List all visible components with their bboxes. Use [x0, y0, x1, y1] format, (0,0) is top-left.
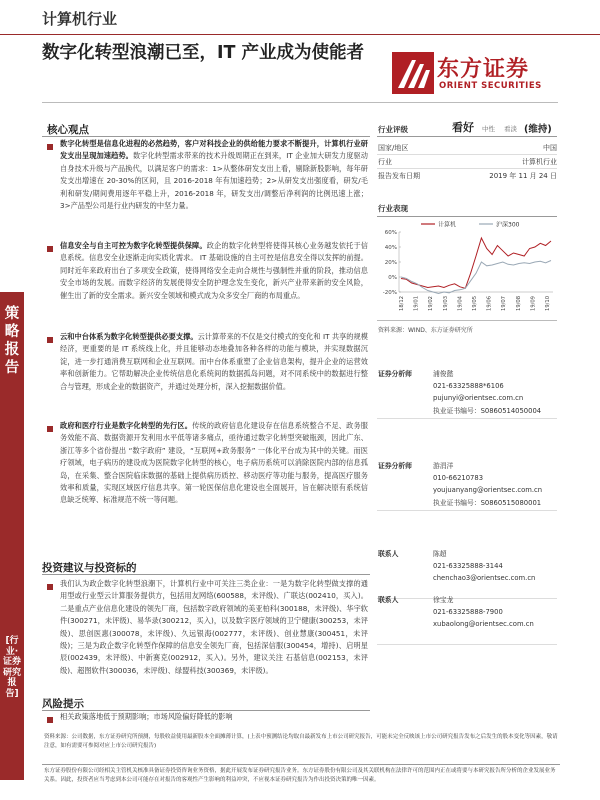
rating-key: 行业 [378, 158, 392, 166]
risk-heading: 风险提示 [42, 698, 84, 710]
rating-key: 报告发布日期 [378, 172, 420, 180]
core-paragraph-1 [60, 138, 368, 212]
industry-label: 计算机行业 [42, 10, 118, 28]
rating-value: 看好 [452, 121, 474, 134]
paragraph-body: 传统的政府信息化建设存在信息系统整合不足、政务服务效能不高、数据资源开发利用水平低等诸多痛点，亟待通过数字化转型突破瓶颈，因此广东、浙江等多个省份提出 “数字政府” 建设，“互联网+政务服务” 一体化平台成为其中的关键。而医疗领域，电子病历的建设成为医院数字化转型的核心，电子病历系统可以消除医院内部的信息孤岛，在采集、整合医院临床数据的基础上提供病历质控、移动医疗等功能与服务，提高医疗服务效率和质量，实现区域医疗信息共享。第一轮医保信息化建设也全面展开，旨在解决原有系统信息缺乏统筹、标准规范不统一等问题。 [60, 421, 368, 505]
risk-paragraph: 相关政策落地低于预期影响；市场风险偏好降低的影响 [60, 712, 233, 721]
investment-rule [42, 574, 370, 575]
analyst-name: 游涓洋 [433, 462, 454, 470]
y-tick-label: 0% [388, 275, 397, 281]
chart-source: 资料来源：WIND、东方证券研究所 [378, 327, 473, 334]
header-divider [0, 34, 600, 35]
bullet-marker [47, 584, 53, 590]
orient-securities-logo [392, 50, 562, 100]
analyst-role: 联系人 [378, 596, 399, 604]
x-tick-label: 19/03 [442, 296, 449, 311]
x-tick-label: 19/10 [545, 296, 551, 311]
x-tick-label: 19/07 [501, 296, 508, 311]
analyst-divider [377, 644, 557, 645]
footer-statement: 东方证券股份有限公司经相关主管机关核准具备证券投资咨询业务资格，据此开展发布证券研究报告业务。东方证券股份有限公司及其关联机构在法律许可的范围内正在或将要与本研究报告所分析的企业发展业务关系。因此，投资者应当考虑到本公司可能存在对报告的客观性产生影响的利益冲突，不应视本证券研究报告为作出投资决策的唯一因素。 [44, 768, 556, 783]
analyst-details [433, 460, 542, 509]
x-tick-label: 19/09 [530, 296, 537, 311]
legend-label: 计算机 [438, 221, 457, 229]
analyst-phone: 021-63325888-3144 [433, 562, 503, 571]
analyst-email[interactable]: xubaolong@orientsec.com.cn [433, 620, 534, 629]
report-title: 数字化转型浪潮已至，IT 产业成为使能者 [42, 43, 365, 63]
paragraph-body: 数字化转型需求带来的技术升级周期正在到来，IT 企业加大研发力度驱动自身技术升级与产品换代，以满足客户的需求：1>从整体研发支出上看，剔除新股影响，每年研发支出增速在 20-30%的区间，且 2016-2018 年有加速趋势；2>从研发支出强度看，研发/毛利和研发/期间费用逐年平稳上升，2016-2018 年，研发支出/调整后净利润的比例迅速上涨；3>产品型公司是行业内研发的中坚力量。 [60, 151, 368, 211]
x-tick-label: 19/06 [486, 296, 493, 311]
rating-key: 国家/地区 [378, 144, 409, 152]
core-views-rule [42, 136, 370, 137]
performance-rule [377, 216, 557, 217]
y-tick-label: -20% [382, 290, 397, 296]
x-tick-label: 19/08 [515, 296, 522, 311]
analyst-details [433, 548, 535, 585]
analyst-divider [377, 418, 557, 419]
bullet-marker [47, 144, 53, 150]
analyst-phone: 021-63325888*6106 [433, 382, 504, 391]
paragraph-lead: 数字化转型是信息化进程的必然趋势，客户对科技企业的供给能力要求不断提升，计算机行业研发支出呈现加速趋势。 [60, 139, 368, 161]
bullet-marker [47, 717, 53, 723]
rating-val: 中国 [543, 144, 557, 152]
bullet-marker [47, 246, 53, 252]
bullet-marker [47, 337, 53, 343]
core-paragraph-3 [60, 331, 368, 393]
rating-maintain: (维持) [524, 124, 552, 135]
analyst-role: 证券分析师 [378, 370, 412, 378]
analyst-details [433, 594, 534, 631]
report-type-label: 策略报告 [4, 306, 20, 376]
chart-bottom-rule [377, 320, 557, 321]
x-tick-label: 19/05 [472, 296, 478, 311]
x-tick-label: 19/02 [428, 296, 435, 311]
bullet-marker [47, 426, 53, 432]
report-subtitle-label: [行业·证券研究报告] [3, 636, 22, 699]
analyst-divider [377, 510, 557, 511]
rating-label: 行业评级 [378, 125, 408, 134]
y-tick-label: 60% [384, 230, 397, 236]
analyst-role: 联系人 [378, 550, 399, 558]
industry-performance-chart [377, 218, 557, 314]
analyst-phone: 010-66210783 [433, 474, 484, 483]
data-source-disclaimer: 资料来源：公司数据，东方证券研究所预测，每股收益使用最新股本全面摊薄计算，(上表中预测结论均取自最新发布上市公司研究报告，可能未完全反映该上市公司研究报告发布之后发生的股本变化等因素，敬请注意，如有需要可参阅对应上市公司研究报告) [44, 734, 558, 749]
rating-scale-negative: 看淡 [504, 125, 517, 133]
row-divider [377, 168, 557, 169]
rating-rule [377, 136, 557, 137]
performance-heading: 行业表现 [378, 204, 408, 213]
series-line [401, 261, 551, 294]
analyst-email[interactable]: chenchao3@orientsec.com.cn [433, 574, 536, 583]
logo-name-cn: 东方证券 [437, 57, 530, 82]
core-paragraph-2 [60, 240, 368, 302]
investment-heading: 投资建议与投资标的 [42, 562, 137, 574]
title-divider [42, 102, 558, 103]
paragraph-lead: 云和中台体系为数字化转型提供必要支撑。 [60, 332, 198, 341]
paragraph-lead: 信息安全与自主可控为数字化转型提供保障。 [60, 241, 207, 250]
analyst-email[interactable]: youjuanyang@orientsec.com.cn [433, 486, 543, 495]
paragraph-body: 政企的数字化转型将使得其核心业务越发依托于信息系统。信息安全业逐渐走向实质化需求。 IT 基础设施的自主可控是信息安全得以发挥的前提。同时近年来政府出台了多项安全政策，使得网络安全走向合规性与强制性并重的阶段，推动信息安全市场的发展。而数字经济的发展使得安全防护理念发生变化，新兴产业带来新的安全风险，催生出了新的安全需求。新兴安全领域和模式成为众多安全厂商的布局重点。 [60, 241, 368, 300]
rating-val: 计算机行业 [522, 158, 557, 166]
paragraph-lead: 政府和医疗行业是数字化转型的先行区。 [60, 421, 193, 430]
x-tick-label: 19/01 [413, 296, 420, 311]
legend-label: 沪深300 [496, 221, 520, 229]
core-views-heading: 核心观点 [47, 124, 89, 136]
y-tick-label: 40% [384, 245, 397, 251]
core-paragraph-4 [60, 420, 368, 507]
analyst-cert: 执业证书编号：S0860515080001 [433, 498, 542, 507]
logo-name-en: ORIENT SECURITIES [439, 81, 542, 91]
analyst-role: 证券分析师 [378, 462, 412, 470]
x-tick-label: 18/12 [399, 296, 405, 311]
analyst-name: 浦俊懿 [433, 370, 454, 378]
analyst-name: 陈超 [433, 550, 447, 558]
paragraph-body: 云计算带来的不仅是交付模式的变化和 IT 共享的规模经济，更重要的是 IT 系统线上化，并且能够动态地叠加各种各样的功能与模块，并实现数据沉淀，进一步打通消费互联网和企业互联网。而中台体系重塑了企业信息架构，提升企业的运营效率和创新能力。它帮助解决企业传统信息化系统间的数据孤岛问题，对不同系统中的数据进行整合与管理，形成企业的数据资产，并通过处理分析，深入挖掘数据价值。 [60, 332, 368, 391]
analyst-cert: 执业证书编号：S0860514050004 [433, 406, 542, 415]
analyst-phone: 021-63325888-7900 [433, 608, 503, 617]
logo-emblem-icon [392, 52, 434, 94]
analyst-email[interactable]: pujunyi@orientsec.com.cn [433, 394, 524, 403]
rating-val: 2019 年 11 月 24 日 [489, 172, 557, 180]
y-tick-label: 20% [384, 260, 397, 266]
analyst-name: 徐宝龙 [433, 596, 454, 604]
rating-scale-neutral: 中性 [482, 125, 495, 133]
x-tick-label: 19/04 [457, 296, 464, 311]
footer-divider [42, 764, 560, 765]
investment-paragraph: 我们认为政企数字化转型浪潮下，计算机行业中可关注三类企业：一是为数字化转型做支撑的通用型或行业型云计算服务提供方，包括用友网络(600588，未评级)、广联达(002410，买入)。二是重点产业信息化建设的领先厂商，包括数字政府领域的美亚柏科(300188，未评级)、华宇软件(300271，未评级)、易华录(300212，买入)，以及数字医疗领域的卫宁健康(300253，未评级)、思创医惠(300078，未评级)、久远银海(002777，未评级)、创业慧康(300451，未评级)；三是为政企数字化转型作保障的信息安全领先厂商，包括深信服(300454，增持)、启明星辰(002439，未评级)、中新赛克(002912，买入)。另外，建议关注 石基信息(002153，未评级)、超图软件(300036，未评级)、绿盟科技(300369，未评级)。 [60, 579, 368, 675]
row-divider [377, 154, 557, 155]
analyst-details [433, 368, 541, 417]
